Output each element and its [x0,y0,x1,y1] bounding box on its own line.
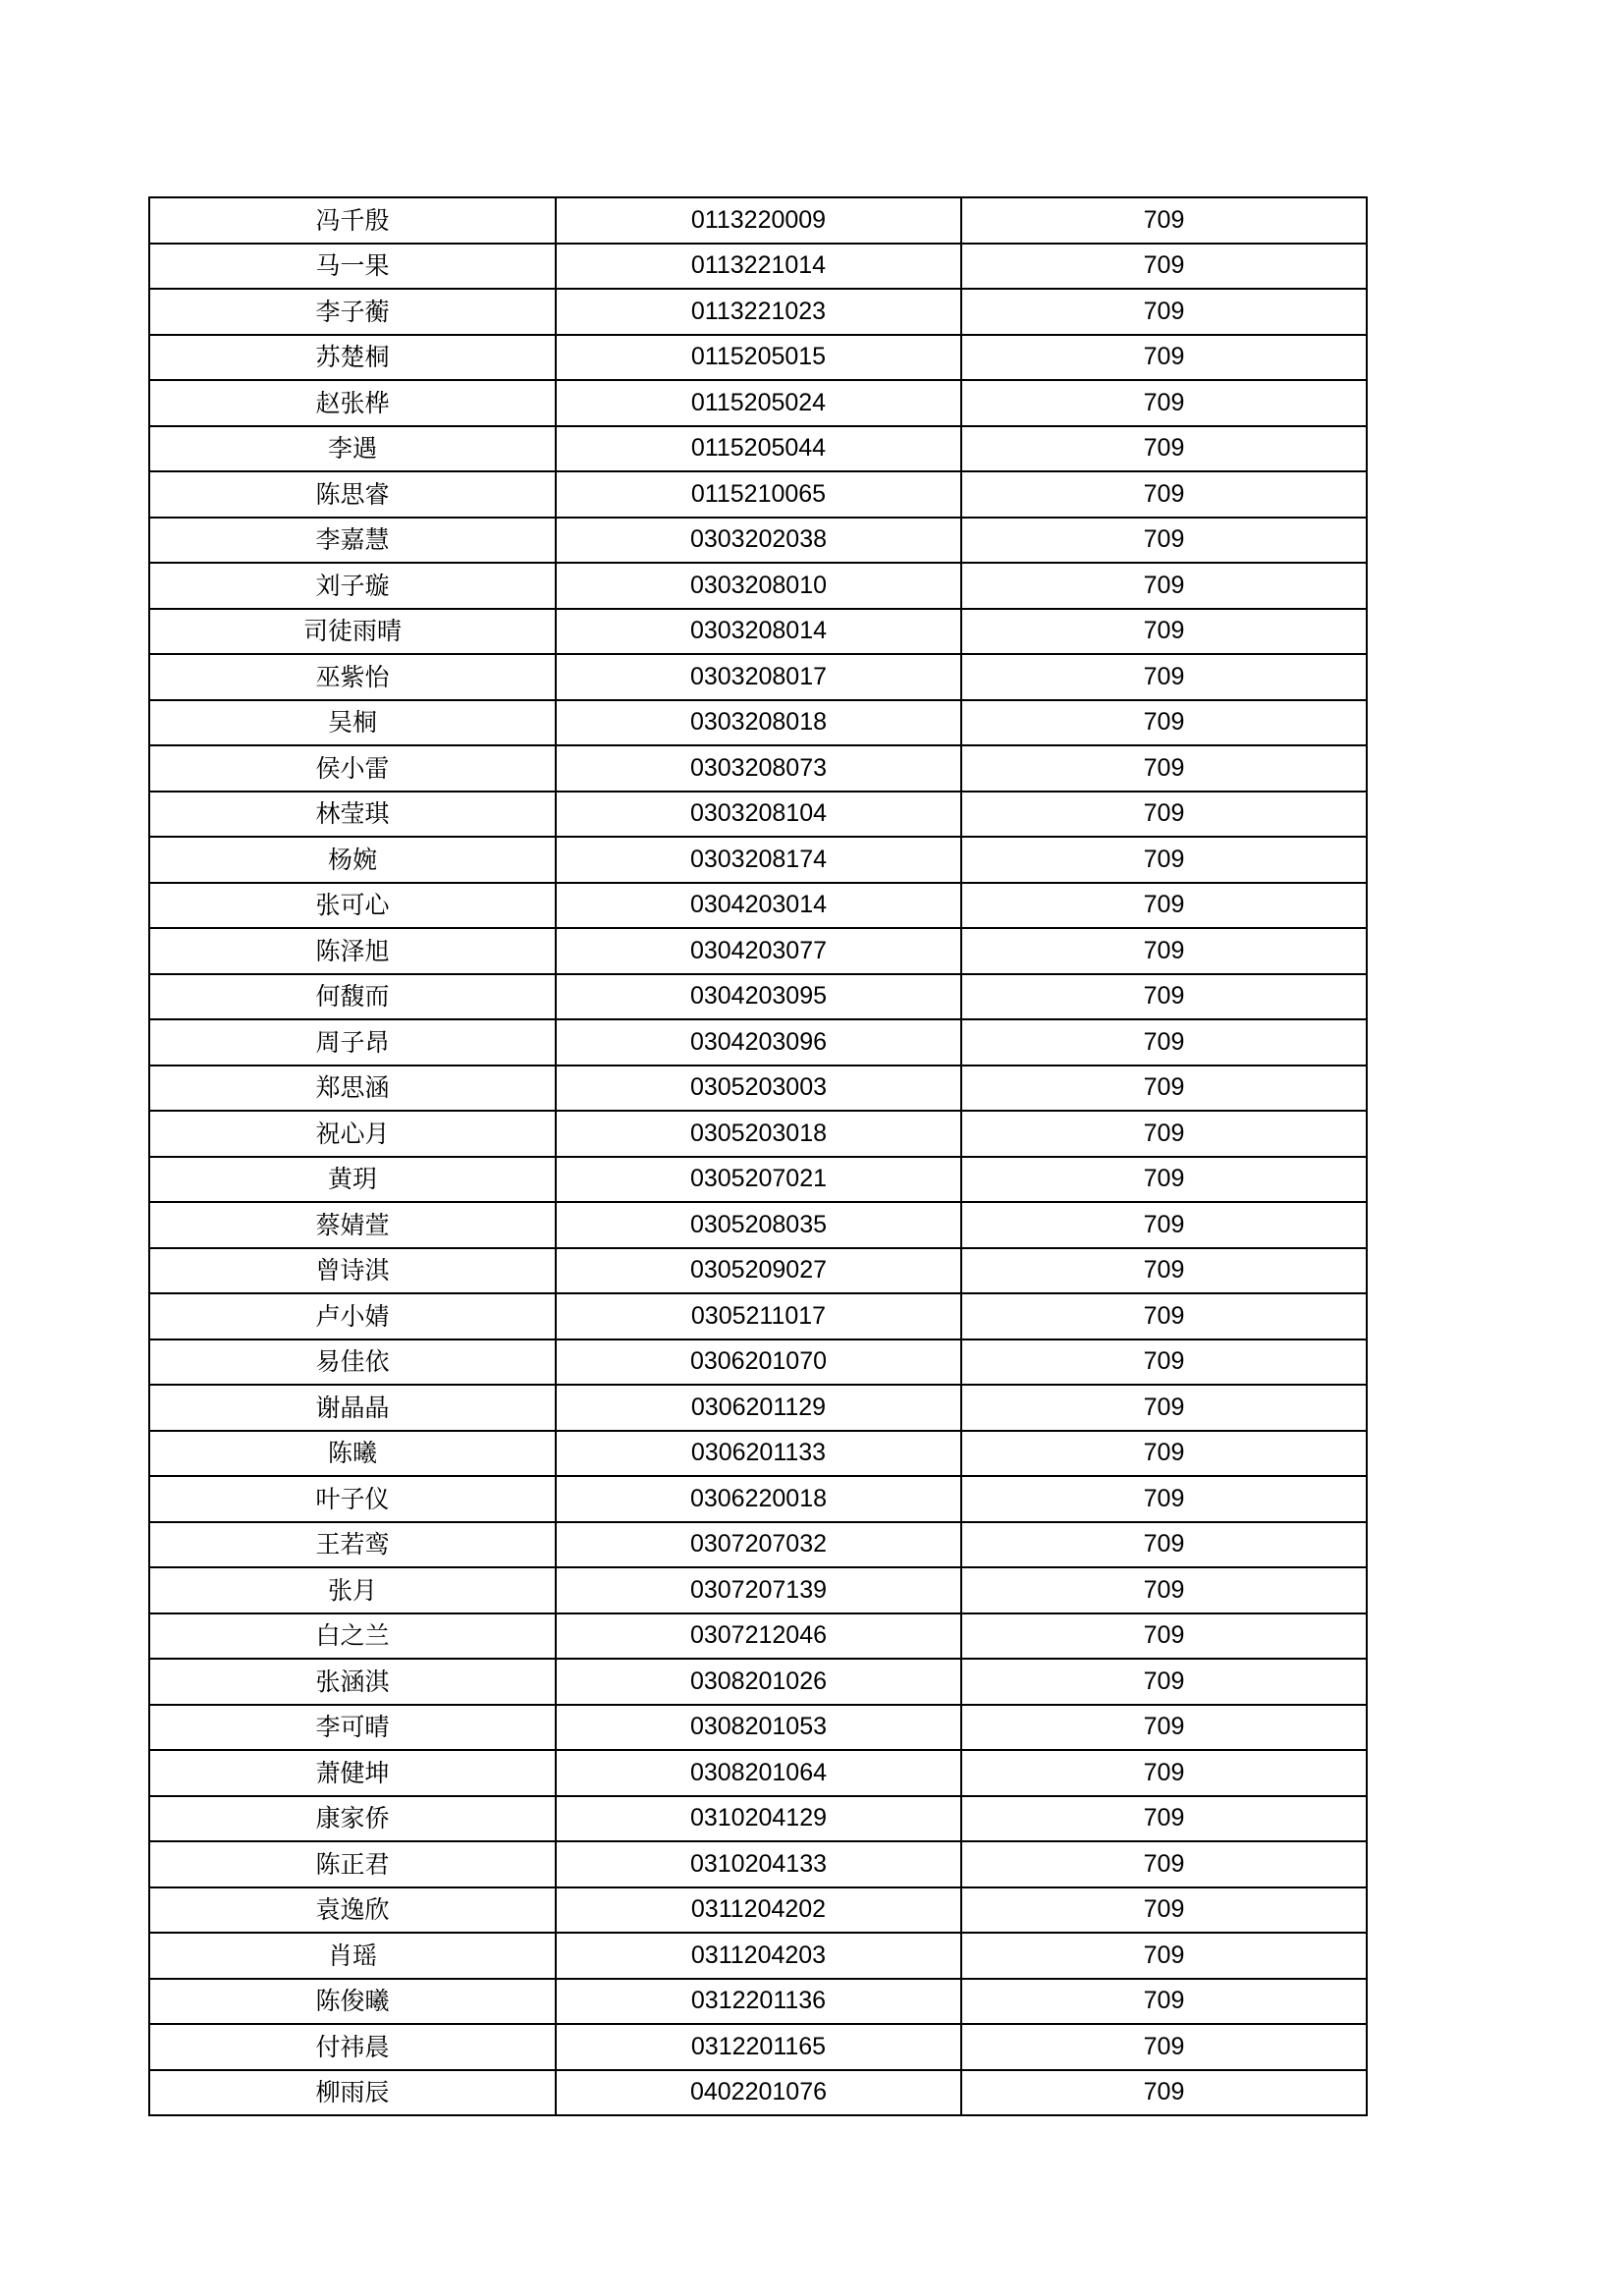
name-cell: 黄玥 [149,1157,556,1203]
table-row [149,792,1367,838]
code-cell: 709 [961,2024,1367,2070]
code-cell: 709 [961,1659,1367,1705]
table-row [149,1339,1367,1386]
student-id-cell: 0303202038 [556,518,961,564]
student-id-cell: 0115210065 [556,471,961,518]
table-row [149,244,1367,290]
code-cell: 709 [961,1431,1367,1477]
code-cell: 709 [961,654,1367,700]
table-row [149,1431,1367,1477]
table-row [149,1705,1367,1751]
table-row [149,1293,1367,1339]
name-cell: 何馥而 [149,974,556,1020]
roster-table-body [149,197,1367,2115]
student-id-cell: 0305203018 [556,1111,961,1157]
student-id-cell: 0306201133 [556,1431,961,1477]
table-row [149,654,1367,700]
student-id-cell: 0306220018 [556,1476,961,1522]
name-cell: 冯千殷 [149,197,556,244]
student-id-cell: 0310204133 [556,1841,961,1887]
table-row [149,700,1367,746]
code-cell: 709 [961,518,1367,564]
student-id-cell: 0402201076 [556,2070,961,2116]
name-cell: 巫紫怡 [149,654,556,700]
student-id-cell: 0115205044 [556,426,961,472]
name-cell: 白之兰 [149,1613,556,1660]
student-id-cell: 0303208174 [556,837,961,883]
student-id-cell: 0312201136 [556,1979,961,2025]
code-cell: 709 [961,1202,1367,1248]
student-id-cell: 0308201064 [556,1750,961,1796]
name-cell: 易佳依 [149,1339,556,1386]
student-id-cell: 0305207021 [556,1157,961,1203]
name-cell: 李子蘅 [149,289,556,335]
table-row [149,197,1367,244]
table-row [149,563,1367,609]
student-id-cell: 0113221014 [556,244,961,290]
name-cell: 赵张桦 [149,380,556,426]
name-cell: 张月 [149,1567,556,1613]
code-cell: 709 [961,928,1367,974]
code-cell: 709 [961,1476,1367,1522]
table-row [149,1066,1367,1112]
table-row [149,518,1367,564]
table-row [149,1385,1367,1431]
name-cell: 张涵淇 [149,1659,556,1705]
code-cell: 709 [961,1522,1367,1568]
table-row [149,837,1367,883]
student-id-cell: 0303208073 [556,745,961,792]
student-id-cell: 0311204203 [556,1933,961,1979]
table-row [149,426,1367,472]
code-cell: 709 [961,244,1367,290]
code-cell: 709 [961,426,1367,472]
name-cell: 卢小婧 [149,1293,556,1339]
name-cell: 吴桐 [149,700,556,746]
table-row [149,974,1367,1020]
name-cell: 陈正君 [149,1841,556,1887]
code-cell: 709 [961,2070,1367,2116]
name-cell: 曾诗淇 [149,1248,556,1294]
code-cell: 709 [961,335,1367,381]
code-cell: 709 [961,700,1367,746]
code-cell: 709 [961,1705,1367,1751]
code-cell: 709 [961,609,1367,655]
name-cell: 侯小雷 [149,745,556,792]
name-cell: 司徒雨晴 [149,609,556,655]
student-id-cell: 0308201026 [556,1659,961,1705]
name-cell: 张可心 [149,883,556,929]
name-cell: 李嘉慧 [149,518,556,564]
code-cell: 709 [961,1887,1367,1934]
name-cell: 肖瑶 [149,1933,556,1979]
table-row [149,1887,1367,1934]
table-row [149,1567,1367,1613]
name-cell: 陈泽旭 [149,928,556,974]
table-row [149,471,1367,518]
name-cell: 柳雨辰 [149,2070,556,2116]
student-id-cell: 0305208035 [556,1202,961,1248]
student-id-cell: 0113221023 [556,289,961,335]
code-cell: 709 [961,1111,1367,1157]
code-cell: 709 [961,1339,1367,1386]
table-row [149,883,1367,929]
name-cell: 陈曦 [149,1431,556,1477]
student-id-cell: 0307207139 [556,1567,961,1613]
code-cell: 709 [961,380,1367,426]
code-cell: 709 [961,1385,1367,1431]
name-cell: 萧健坤 [149,1750,556,1796]
student-id-cell: 0303208018 [556,700,961,746]
name-cell: 杨婉 [149,837,556,883]
table-row [149,1522,1367,1568]
student-id-cell: 0113220009 [556,197,961,244]
code-cell: 709 [961,1750,1367,1796]
student-id-cell: 0304203095 [556,974,961,1020]
table-row [149,1157,1367,1203]
student-id-cell: 0306201129 [556,1385,961,1431]
name-cell: 叶子仪 [149,1476,556,1522]
name-cell: 周子昂 [149,1019,556,1066]
name-cell: 马一果 [149,244,556,290]
name-cell: 林莹琪 [149,792,556,838]
table-row [149,289,1367,335]
table-row [149,380,1367,426]
table-row [149,2024,1367,2070]
student-id-cell: 0311204202 [556,1887,961,1934]
code-cell: 709 [961,1019,1367,1066]
table-row [149,745,1367,792]
student-id-cell: 0307207032 [556,1522,961,1568]
code-cell: 709 [961,471,1367,518]
code-cell: 709 [961,1841,1367,1887]
table-row [149,928,1367,974]
code-cell: 709 [961,563,1367,609]
name-cell: 祝心月 [149,1111,556,1157]
student-id-cell: 0307212046 [556,1613,961,1660]
name-cell: 康家侨 [149,1796,556,1842]
table-row [149,1933,1367,1979]
table-row [149,1202,1367,1248]
table-row [149,1841,1367,1887]
table-row [149,335,1367,381]
table-row [149,1796,1367,1842]
code-cell: 709 [961,1157,1367,1203]
code-cell: 709 [961,745,1367,792]
code-cell: 709 [961,1613,1367,1660]
student-id-cell: 0304203096 [556,1019,961,1066]
table-row [149,1613,1367,1660]
table-row [149,1750,1367,1796]
table-row [149,1248,1367,1294]
name-cell: 李遇 [149,426,556,472]
table-row [149,1659,1367,1705]
student-id-cell: 0306201070 [556,1339,961,1386]
name-cell: 李可晴 [149,1705,556,1751]
table-row [149,1111,1367,1157]
student-id-cell: 0115205015 [556,335,961,381]
name-cell: 谢晶晶 [149,1385,556,1431]
table-row [149,1979,1367,2025]
table-row [149,1019,1367,1066]
student-id-cell: 0305209027 [556,1248,961,1294]
table-row [149,2070,1367,2116]
code-cell: 709 [961,1796,1367,1842]
code-cell: 709 [961,1567,1367,1613]
student-id-cell: 0303208017 [556,654,961,700]
student-id-cell: 0304203014 [556,883,961,929]
name-cell: 陈俊曦 [149,1979,556,2025]
student-id-cell: 0310204129 [556,1796,961,1842]
code-cell: 709 [961,883,1367,929]
name-cell: 王若鸾 [149,1522,556,1568]
name-cell: 袁逸欣 [149,1887,556,1934]
code-cell: 709 [961,837,1367,883]
student-id-cell: 0303208104 [556,792,961,838]
code-cell: 709 [961,1248,1367,1294]
code-cell: 709 [961,1293,1367,1339]
code-cell: 709 [961,792,1367,838]
code-cell: 709 [961,1979,1367,2025]
student-id-cell: 0305203003 [556,1066,961,1112]
student-id-cell: 0115205024 [556,380,961,426]
name-cell: 刘子璇 [149,563,556,609]
code-cell: 709 [961,289,1367,335]
student-id-cell: 0312201165 [556,2024,961,2070]
code-cell: 709 [961,1066,1367,1112]
name-cell: 郑思涵 [149,1066,556,1112]
student-id-cell: 0305211017 [556,1293,961,1339]
student-id-cell: 0303208010 [556,563,961,609]
name-cell: 蔡婧萱 [149,1202,556,1248]
table-row [149,609,1367,655]
student-id-cell: 0304203077 [556,928,961,974]
name-cell: 付祎晨 [149,2024,556,2070]
name-cell: 苏楚桐 [149,335,556,381]
student-id-cell: 0308201053 [556,1705,961,1751]
table-row [149,1476,1367,1522]
student-id-cell: 0303208014 [556,609,961,655]
code-cell: 709 [961,197,1367,244]
name-cell: 陈思睿 [149,471,556,518]
code-cell: 709 [961,974,1367,1020]
roster-table [148,196,1368,2116]
code-cell: 709 [961,1933,1367,1979]
